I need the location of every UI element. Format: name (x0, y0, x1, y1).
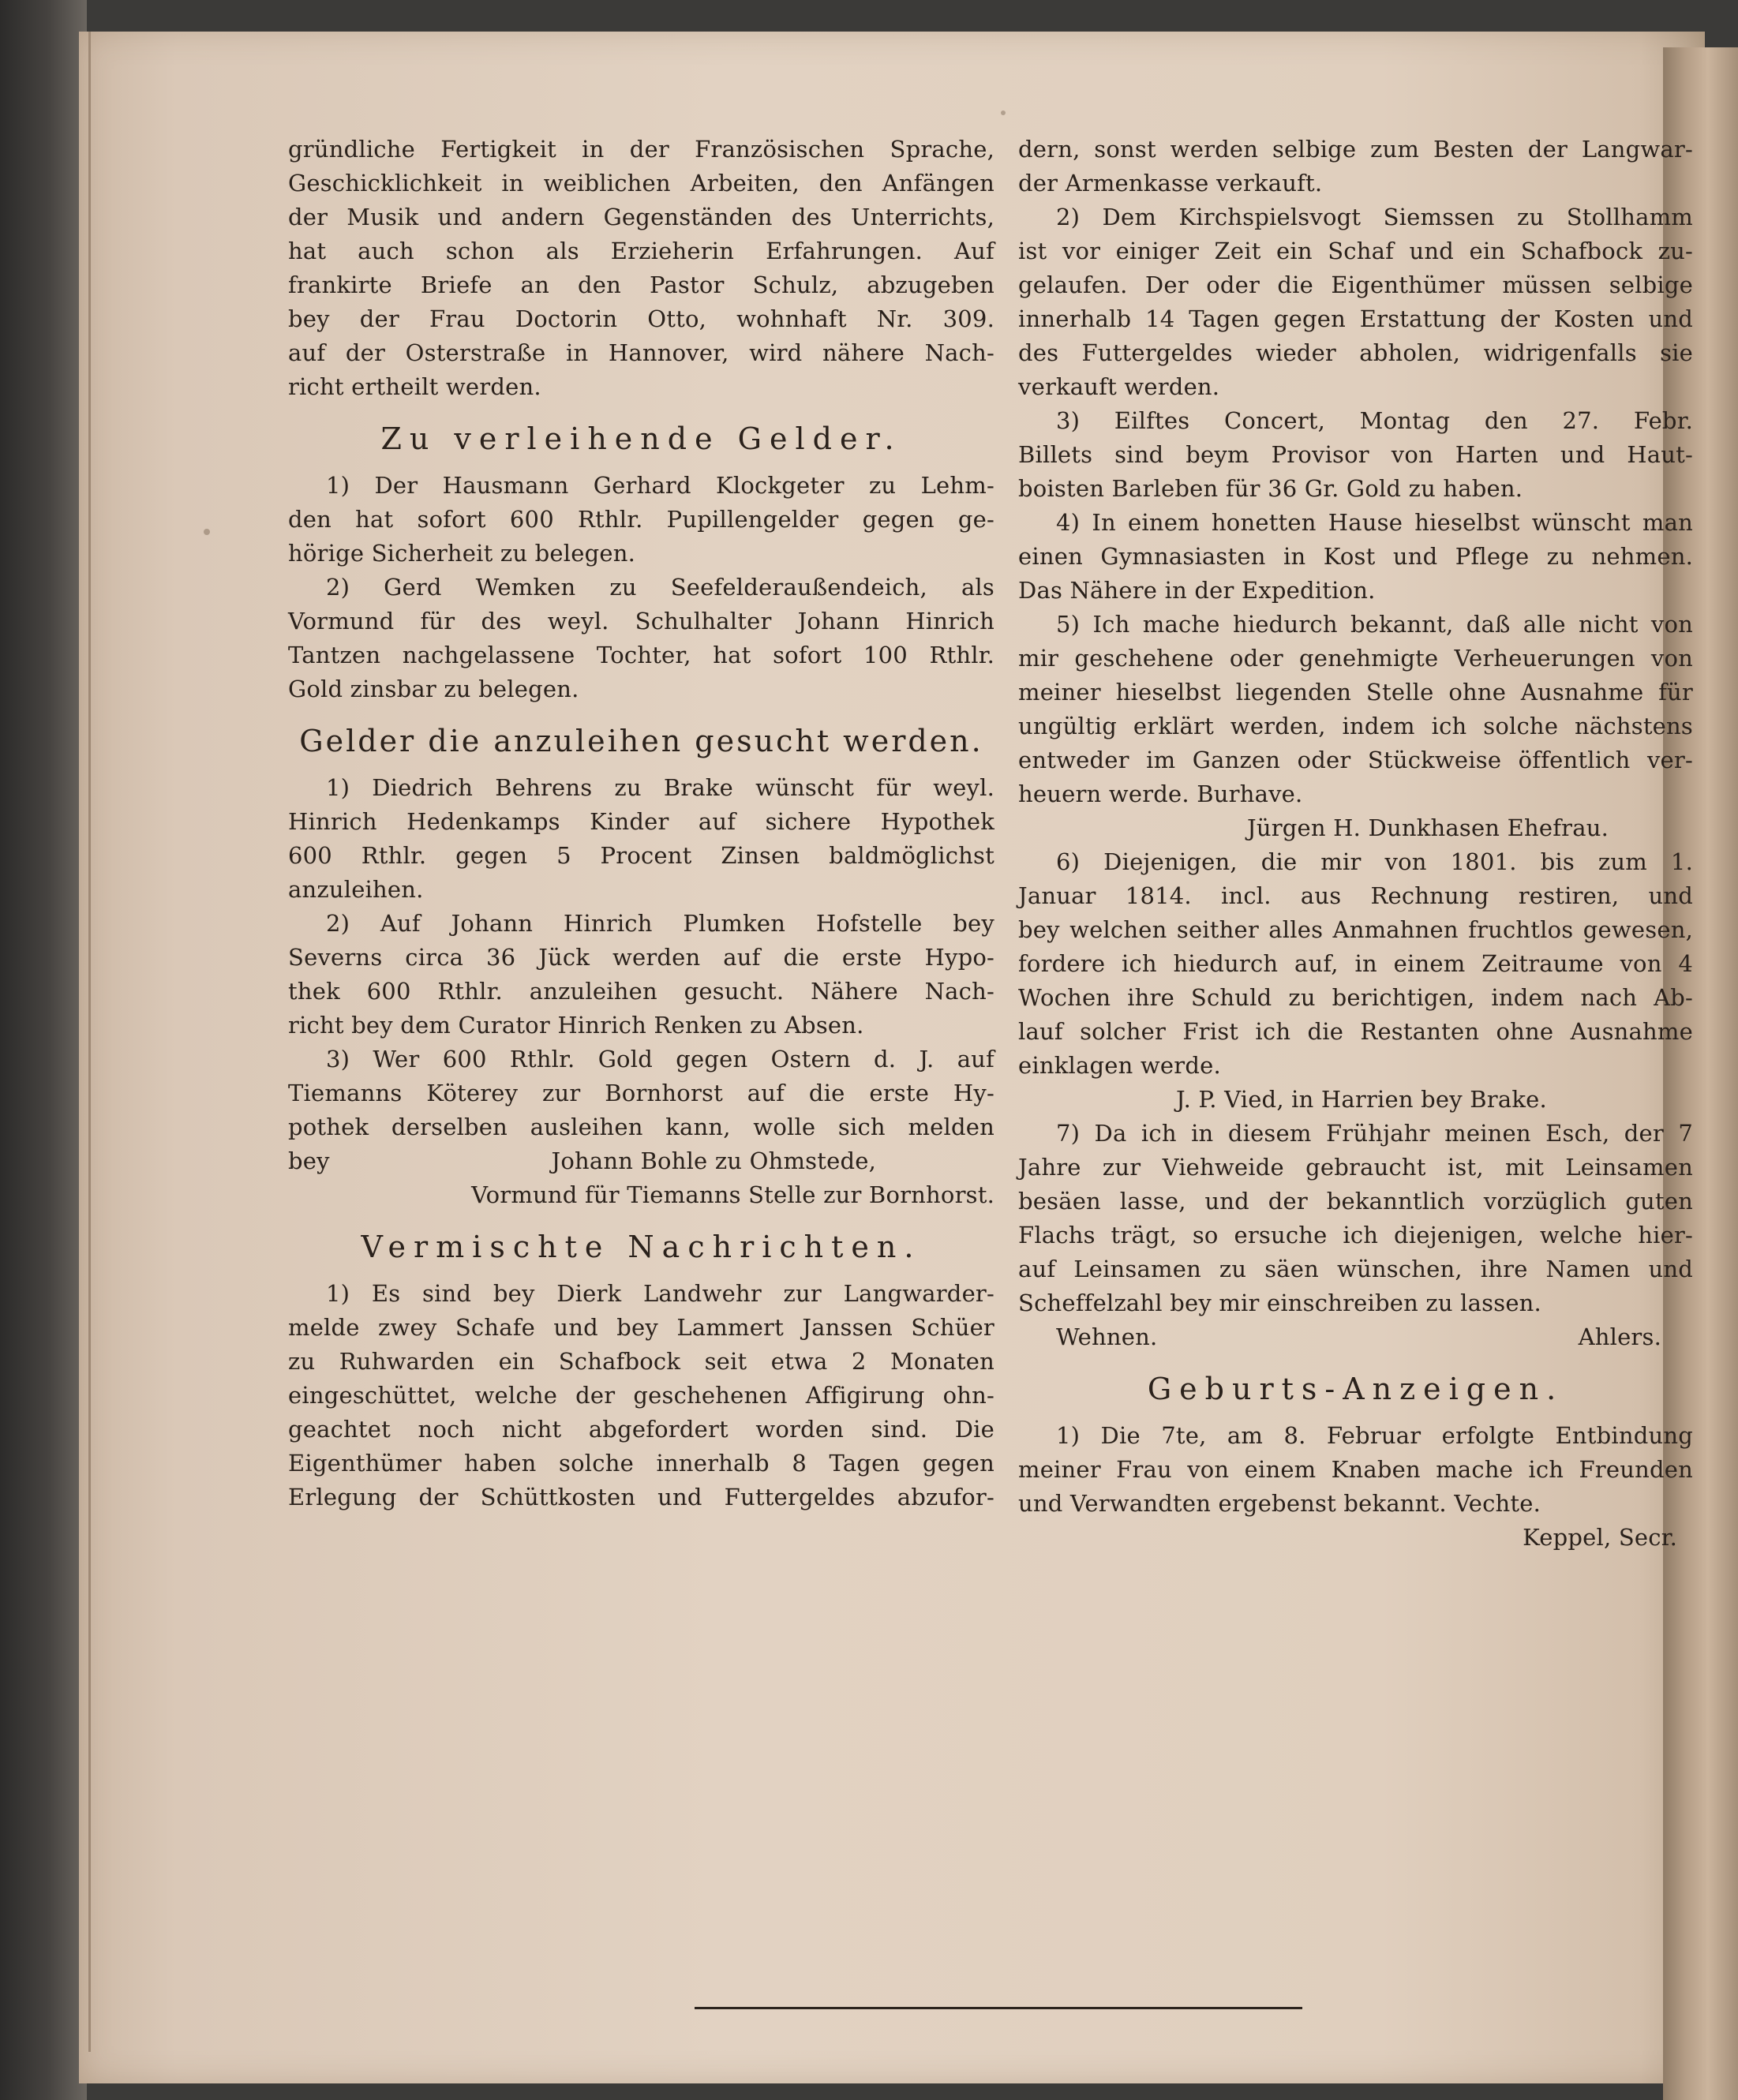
signature-prefix: bey (288, 1147, 330, 1174)
text-line: Wochen ihre Schuld zu berichtigen, indem nach Ab- (1018, 984, 1693, 1011)
text-line: gründliche Fertigkeit in der Französischen Sprache, (288, 136, 994, 163)
signature-line (1018, 1320, 1693, 1354)
text-line: eingeschüttet, welche der geschehenen Affigirung ohn- (288, 1382, 994, 1409)
text-line: thek 600 Rthlr. anzuleihen gesucht. Nähere Nach- (288, 978, 994, 1005)
text-line: lauf solcher Frist ich die Restanten ohne Ausnahme (1018, 1018, 1693, 1045)
text-line: innerhalb 14 Tagen gegen Erstattung der Kosten und (1018, 305, 1693, 332)
text-line: 1) Diedrich Behrens zu Brake wünscht für weyl. (326, 774, 994, 801)
text-line: einklagen werde. (1018, 1052, 1221, 1079)
signature-role: Vormund für Tiemanns Stelle zur Bornhorst. (471, 1181, 994, 1208)
text-line: Tiemanns Köterey zur Bornhorst auf die erste Hy- (288, 1080, 994, 1106)
text-line: Hinrich Hedenkamps Kinder auf sichere Hypothek (288, 808, 994, 835)
text-line: pothek derselben ausleihen kann, wolle sich melden (288, 1114, 994, 1140)
text-line: 1) Die 7te, am 8. Februar erfolgte Entbindung (1056, 1422, 1693, 1449)
text-line: heuern werde. Burhave. (1018, 780, 1303, 807)
text-line: richt bey dem Curator Hinrich Renken zu Absen. (288, 1012, 864, 1039)
text-line: den hat sofort 600 Rthlr. Pupillengelder gegen ge- (288, 506, 994, 533)
text-line: hat auch schon als Erzieherin Erfahrungen. Auf (288, 238, 994, 264)
text-line: meiner Frau von einem Knaben mache ich Freunden (1018, 1456, 1693, 1483)
text-line: 2) Dem Kirchspielsvogt Siemssen zu Stollhamm (1056, 204, 1693, 230)
text-line: melde zwey Schafe und bey Lammert Janssen Schüer (288, 1314, 994, 1341)
text-line: Scheffelzahl bey mir einschreiben zu lassen. (1018, 1290, 1541, 1316)
text-line: und Verwandten ergebenst bekannt. Vechte. (1018, 1490, 1541, 1517)
text-line: 600 Rthlr. gegen 5 Procent Zinsen baldmöglichst (288, 842, 994, 869)
text-line: Jahre zur Viehweide gebraucht ist, mit Leinsamen (1018, 1154, 1693, 1181)
text-line: der Armenkasse verkauft. (1018, 170, 1323, 197)
signature-line: Jürgen H. Dunkhasen Ehefrau. (1247, 814, 1609, 841)
text-line: dern, sonst werden selbige zum Besten der Langwar- (1018, 136, 1693, 163)
section-heading: Gelder die anzuleihen gesucht werden. (299, 724, 983, 758)
book-spine-shadow (0, 0, 87, 2100)
text-line: Vormund für des weyl. Schulhalter Johann Hinrich (288, 608, 994, 634)
text-line: richt ertheilt werden. (288, 373, 541, 400)
intro-paragraph (288, 133, 994, 404)
paper-blemish (204, 529, 210, 535)
signature-place: Wehnen. (1056, 1323, 1158, 1350)
text-line: verkauft werden. (1018, 373, 1220, 400)
section-heading: Zu verleihende Gelder. (380, 421, 902, 456)
text-line: ungültig erklärt werden, indem ich solche nächstens (1018, 713, 1693, 739)
misc-news-section (288, 1277, 994, 1514)
text-line: meiner hieselbst liegenden Stelle ohne Ausnahme für (1018, 679, 1693, 706)
text-line: des Futtergeldes wieder abholen, widrigenfalls sie (1018, 339, 1693, 366)
text-line: 4) In einem honetten Hause hieselbst wünscht man (1056, 509, 1693, 536)
text-line: 3) Eilftes Concert, Montag den 27. Febr. (1056, 407, 1693, 434)
text-line: geachtet noch nicht abgefordert worden sind. Die (288, 1416, 994, 1443)
text-line: Das Nähere in der Expedition. (1018, 577, 1376, 604)
text-line: einen Gymnasiasten in Kost und Pflege zu nehmen. (1018, 543, 1693, 570)
notice-item-2 (1018, 200, 1693, 404)
page-end-rule (695, 2007, 1302, 2009)
text-line: Geschicklichkeit in weiblichen Arbeiten, den Anfängen (288, 170, 994, 197)
text-line: der Musik und andern Gegenständen des Unterrichts, (288, 204, 994, 230)
section-heading: Vermischte Nachrichten. (361, 1230, 922, 1264)
text-line: Eigenthümer haben solche innerhalb 8 Tagen gegen (288, 1450, 994, 1477)
text-line: frankirte Briefe an den Pastor Schulz, abzugeben (288, 271, 994, 298)
text-line: entweder im Ganzen oder Stückweise öffentlich ver- (1018, 747, 1693, 773)
text-line: Billets sind beym Provisor von Harten und Haut- (1018, 441, 1693, 468)
text-line: gelaufen. Der oder die Eigenthümer müssen selbige (1018, 271, 1693, 298)
loans-sought-section (288, 771, 994, 1212)
text-line: Januar 1814. incl. aus Rechnung restiren, und (1018, 882, 1693, 909)
text-line: boisten Barleben für 36 Gr. Gold zu haben. (1018, 475, 1523, 502)
signature-name: Johann Bohle zu Ohmstede, (551, 1147, 876, 1174)
text-line: zu Ruhwarden ein Schafbock seit etwa 2 Monaten (288, 1348, 994, 1375)
birth-announcements-section (1018, 1419, 1693, 1555)
left-column (288, 133, 994, 1514)
text-line: bey welchen seither alles Anmahnen fruchtlos gewesen, (1018, 916, 1693, 943)
continued-paragraph (1018, 133, 1693, 200)
page-gutter-edge (88, 32, 91, 2052)
signature-line (288, 1144, 994, 1178)
text-line: besäen lasse, und der bekanntlich vorzüglich guten (1018, 1188, 1693, 1215)
text-line: anzuleihen. (288, 876, 424, 903)
text-line: hörige Sicherheit zu belegen. (288, 540, 636, 567)
text-line: Tantzen nachgelassene Tochter, hat sofort 100 Rthlr. (288, 642, 994, 668)
signature-name: Ahlers. (1578, 1323, 1661, 1350)
text-line: 6) Diejenigen, die mir von 1801. bis zum 1. (1056, 848, 1693, 875)
text-line: bey der Frau Doctorin Otto, wohnhaft Nr. 309. (288, 305, 994, 332)
notice-item-4 (1018, 506, 1693, 608)
right-column (1018, 133, 1693, 1555)
loans-offered-section (288, 469, 994, 706)
signature-line: Keppel, Secr. (1523, 1524, 1677, 1551)
text-line: 1) Es sind bey Dierk Landwehr zur Langwarder- (326, 1280, 994, 1307)
paper-blemish (1001, 110, 1006, 115)
text-line: fordere ich hiedurch auf, in einem Zeitraume von 4 (1018, 950, 1693, 977)
notice-item-3 (1018, 404, 1693, 506)
text-line: mir geschehene oder genehmigte Verheuerungen von (1018, 645, 1693, 672)
signature-line: J. P. Vied, in Harrien bey Brake. (1176, 1086, 1547, 1113)
text-line: 3) Wer 600 Rthlr. Gold gegen Ostern d. J. auf (326, 1046, 994, 1072)
text-line: Erlegung der Schüttkosten und Futtergeldes abzufor- (288, 1484, 994, 1510)
text-line: 7) Da ich in diesem Frühjahr meinen Esch, der 7 (1056, 1120, 1693, 1147)
text-line: 2) Auf Johann Hinrich Plumken Hofstelle bey (326, 910, 994, 937)
text-line: Severns circa 36 Jück werden auf die erste Hypo- (288, 944, 994, 971)
text-line: Flachs trägt, so ersuche ich diejenigen, welche hier- (1018, 1222, 1693, 1248)
notice-item-7 (1018, 1117, 1693, 1354)
section-heading: Geburts-Anzeigen. (1147, 1372, 1564, 1406)
text-line: ist vor einiger Zeit ein Schaf und ein Schafbock zu- (1018, 238, 1693, 264)
text-line: 5) Ich mache hiedurch bekannt, daß alle nicht von (1056, 611, 1693, 638)
text-line: 1) Der Hausmann Gerhard Klockgeter zu Lehm- (326, 472, 994, 499)
text-line: Gold zinsbar zu belegen. (288, 676, 579, 702)
text-line: 2) Gerd Wemken zu Seefelderaußendeich, als (326, 574, 994, 601)
notice-item-6 (1018, 845, 1693, 1117)
text-line: auf Leinsamen zu säen wünschen, ihre Namen und (1018, 1256, 1693, 1282)
text-line: auf der Osterstraße in Hannover, wird nähere Nach- (288, 339, 994, 366)
notice-item-5 (1018, 608, 1693, 845)
